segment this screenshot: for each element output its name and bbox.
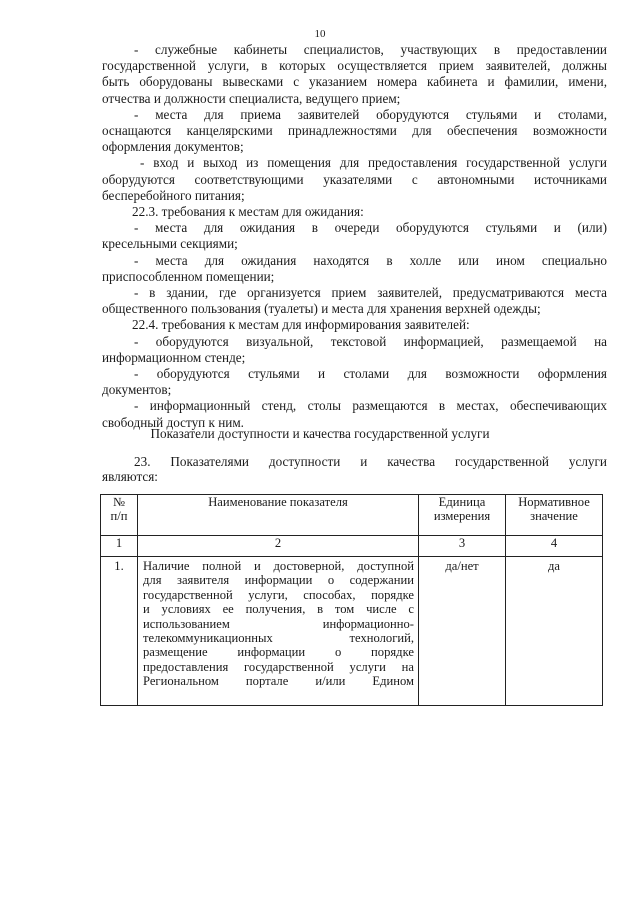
body-line: приспособленном помещении; xyxy=(102,268,275,284)
body-line: информационном стенде; xyxy=(102,349,246,365)
intro-line: 23. Показателями доступности и качества государственной услуги xyxy=(134,454,607,469)
body-text xyxy=(102,42,607,431)
header-unit-line: Единица xyxy=(438,495,486,509)
header-name: Наименование показателя xyxy=(138,495,419,536)
body-line: бесперебойного питания; xyxy=(102,187,245,203)
table-index-row xyxy=(101,536,603,557)
row-name-line: Региональном портале и/или Едином xyxy=(143,674,414,689)
header-norm xyxy=(506,495,603,536)
body-line: - в здании, где организуется прием заявителей, предусматриваются места xyxy=(134,285,607,301)
body-line: - места для ожидания находятся в холле или ином специально xyxy=(134,252,607,268)
body-line: 22.4. требования к местам для информирования заявителей: xyxy=(132,317,470,333)
body-line: быть оборудованы вывесками с указанием номера кабинета и фамилии, имени, xyxy=(102,74,607,90)
header-unit xyxy=(419,495,506,536)
body-line: 22.3. требования к местам для ожидания: xyxy=(132,204,364,220)
index-cell: 1 xyxy=(101,536,138,557)
body-line: - информационный стенд, столы размещаются в местах, обеспечивающих xyxy=(134,398,607,414)
row-unit-cell: да/нет xyxy=(419,557,506,706)
header-unit-line: измерения xyxy=(433,509,491,524)
body-line: отчества и должности специалиста, ведущего прием; xyxy=(102,90,401,106)
row-name-line: использованием информационно- xyxy=(143,616,414,631)
header-norm-line: Нормативное xyxy=(518,495,590,509)
index-cell: 3 xyxy=(419,536,506,557)
table-row xyxy=(101,557,603,706)
body-line: документов; xyxy=(102,382,172,398)
body-line: общественного пользования (туалеты) и места для хранения верхней одежды; xyxy=(102,301,541,317)
row-num-cell: 1. xyxy=(101,557,138,706)
row-name-line: телекоммуникационных технологий, xyxy=(143,631,414,646)
header-num-line: п/п xyxy=(110,509,128,524)
table-header-row xyxy=(101,495,603,536)
index-cell: 4 xyxy=(506,536,603,557)
body-line: - оборудуются визуальной, текстовой информацией, размещаемой на xyxy=(134,333,607,349)
body-line: - места для ожидания в очереди оборудуются стульями и (или) xyxy=(134,220,607,236)
row-name-line: Наличие полной и достоверной, доступной xyxy=(143,559,414,573)
index-cell: 2 xyxy=(138,536,419,557)
page-number: 10 xyxy=(314,28,326,40)
body-line: оборудуются соответствующими указателями с автономными источниками xyxy=(102,171,607,187)
row-name-line: размещение информации о порядке xyxy=(143,645,414,660)
body-line: оформления документов; xyxy=(102,139,244,155)
row-name-line: для заявителя информации о содержании xyxy=(143,573,414,588)
body-line: - оборудуются стульями и столами для возможности оформления xyxy=(134,366,607,382)
header-norm-line: значение xyxy=(530,509,578,524)
body-line: - вход и выход из помещения для предоставления государственной услуги xyxy=(140,155,607,171)
row-name-line: и условиях ее получения, в том числе с xyxy=(143,602,414,617)
body-line: государственной услуги, в которых осуществляется прием заявителей, должны xyxy=(102,58,607,74)
intro-line: являются: xyxy=(102,469,158,484)
row-norm-cell: да xyxy=(506,557,603,706)
row-name-line: государственной услуги, способах, порядке xyxy=(143,587,414,602)
intro-paragraph xyxy=(102,454,607,484)
body-line: - места для приема заявителей оборудуются стульями и столами, xyxy=(134,106,607,122)
section-heading: Показатели доступности и качества государственной услуги xyxy=(150,426,490,441)
header-num-line: № xyxy=(112,495,126,509)
row-name-line: предоставления государственной услуги на xyxy=(143,659,414,674)
body-line: свободный доступ к ним. xyxy=(102,414,244,430)
body-line: оснащаются канцелярскими принадлежностями для обеспечения возможности xyxy=(102,123,607,139)
body-line: кресельными секциями; xyxy=(102,236,238,252)
row-name-cell xyxy=(138,557,419,706)
header-num xyxy=(101,495,138,536)
body-line: - служебные кабинеты специалистов, участвующих в предоставлении xyxy=(134,42,607,57)
indicators-table xyxy=(100,494,603,706)
